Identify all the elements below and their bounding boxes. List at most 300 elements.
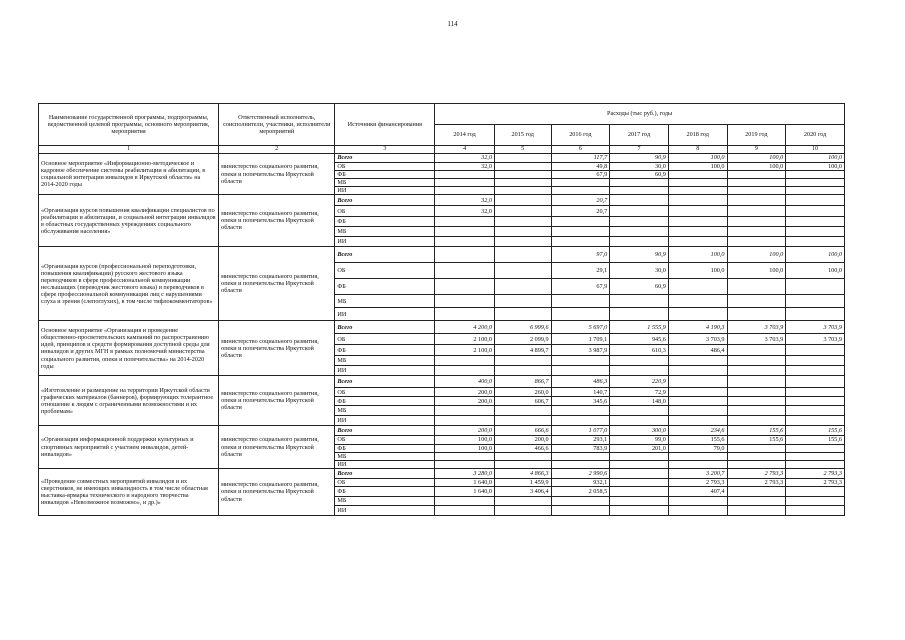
expense-value [727, 487, 786, 497]
expense-value [786, 356, 845, 366]
expense-value [435, 217, 495, 227]
header-year: 2019 год [727, 125, 786, 146]
expense-value [435, 366, 495, 376]
expense-value [786, 366, 845, 376]
funding-source: Всего [335, 321, 435, 334]
expense-value: 67,9 [551, 279, 610, 295]
expense-value [435, 179, 495, 187]
header-year: 2016 год [551, 125, 610, 146]
expense-value: 1 709,1 [551, 334, 610, 345]
expense-value [610, 366, 669, 376]
expense-value: 155,6 [786, 426, 845, 436]
expense-value: 932,1 [551, 478, 610, 486]
expense-value [727, 345, 786, 356]
expense-value: 2 793,3 [786, 478, 845, 486]
budget-table [38, 103, 845, 516]
expense-value [727, 506, 786, 516]
expense-value [727, 187, 786, 195]
expense-value [610, 195, 669, 206]
funding-source: ФБ [335, 397, 435, 406]
expense-value [494, 279, 551, 295]
expense-value: 1 077,0 [551, 426, 610, 436]
expense-value: 100,0 [727, 153, 786, 162]
expense-value [668, 217, 727, 227]
expense-value [668, 308, 727, 321]
expense-value [435, 263, 495, 279]
expense-value [668, 179, 727, 187]
expense-value: 67,9 [551, 171, 610, 179]
expense-value: 4 200,0 [435, 321, 495, 334]
expense-value: 606,7 [494, 397, 551, 406]
expense-value [494, 217, 551, 227]
expense-value [551, 356, 610, 366]
expense-value [494, 237, 551, 247]
column-number: 6 [551, 146, 610, 154]
expense-value: 99,0 [610, 436, 669, 444]
expense-value: 100,0 [435, 436, 495, 444]
expense-value [494, 247, 551, 263]
expense-value [551, 452, 610, 460]
expense-value [435, 227, 495, 237]
expense-value [668, 195, 727, 206]
expense-value: 100,0 [727, 247, 786, 263]
expense-value: 200,0 [435, 388, 495, 397]
expense-value [551, 227, 610, 237]
expense-value: 1 555,9 [610, 321, 669, 334]
expense-value: 3 703,9 [668, 334, 727, 345]
expense-value: 60,9 [610, 279, 669, 295]
expense-value [610, 237, 669, 247]
expense-value [551, 460, 610, 468]
expense-value: 3 406,4 [494, 487, 551, 497]
expense-value: 783,9 [551, 444, 610, 452]
expense-value: 90,9 [610, 153, 669, 162]
expense-value [610, 406, 669, 416]
expense-value [786, 171, 845, 179]
column-number: 9 [727, 146, 786, 154]
expense-value [786, 452, 845, 460]
funding-source: МБ [335, 227, 435, 237]
expense-value [786, 497, 845, 506]
expense-value: 201,0 [610, 444, 669, 452]
expense-value [727, 452, 786, 460]
funding-source: МБ [335, 406, 435, 416]
funding-source: МБ [335, 497, 435, 506]
funding-source: Всего [335, 247, 435, 263]
expense-value: 155,6 [727, 426, 786, 436]
expense-value [435, 171, 495, 179]
column-number: 2 [219, 146, 335, 154]
expense-value: 4 190,3 [668, 321, 727, 334]
expense-value: 220,9 [610, 376, 669, 388]
expense-value: 345,6 [551, 397, 610, 406]
expense-value: 3 703,9 [727, 321, 786, 334]
expense-value: 140,7 [551, 388, 610, 397]
expense-value [551, 308, 610, 321]
expense-value [494, 227, 551, 237]
funding-source: МБ [335, 452, 435, 460]
expense-value: 200,0 [435, 397, 495, 406]
expense-value: 2 058,5 [551, 487, 610, 497]
expense-value [786, 345, 845, 356]
expense-value [786, 308, 845, 321]
expense-value [494, 195, 551, 206]
expense-value: 100,0 [786, 263, 845, 279]
expense-value: 486,3 [551, 376, 610, 388]
measure-name: «Организация курсов (профессиональной переподготовки, повышения квалификации) русского жестового языка переводчиков в сфере профессиональной коммуникации неслышащих (переводчик жестового языка) и переводчиков в сфере профессиональной коммуникации лиц с нарушениями слуха и зрения (слепоглухих), в том числе тифлокомментаторов» [39, 247, 219, 321]
header-executor: Ответственный исполнитель, соисполнители, участники, исполнители мероприятий [219, 104, 335, 146]
header-expenses: Расходы (тыс руб.), годы [435, 104, 845, 125]
expense-value: 2 793,3 [727, 478, 786, 486]
expense-value [551, 497, 610, 506]
expense-value: 400,0 [435, 376, 495, 388]
expense-value [727, 416, 786, 426]
expense-value: 866,7 [494, 376, 551, 388]
expense-value [727, 406, 786, 416]
executor-name: министерство социального развития, опеки и попечительства Иркутской области [219, 153, 335, 195]
expense-value [668, 376, 727, 388]
expense-value: 79,0 [668, 444, 727, 452]
column-number: 10 [786, 146, 845, 154]
funding-source: МБ [335, 295, 435, 308]
expense-value [786, 187, 845, 195]
expense-value [786, 416, 845, 426]
expense-value: 6 999,6 [494, 321, 551, 334]
expense-value [494, 506, 551, 516]
expense-value [727, 179, 786, 187]
expense-value [668, 206, 727, 217]
expense-value [610, 308, 669, 321]
expense-value: 100,0 [668, 153, 727, 162]
executor-name: министерство социального развития, опеки и попечительства Иркутской области [219, 468, 335, 515]
expense-value [494, 187, 551, 195]
funding-source: ФБ [335, 345, 435, 356]
header-year: 2014 год [435, 125, 495, 146]
expense-value [668, 279, 727, 295]
expense-value: 100,0 [727, 263, 786, 279]
funding-source: ФБ [335, 217, 435, 227]
expense-value [727, 237, 786, 247]
funding-source: ФБ [335, 171, 435, 179]
expense-value [435, 356, 495, 366]
expense-value [435, 452, 495, 460]
expense-value [727, 366, 786, 376]
expense-value: 466,6 [494, 444, 551, 452]
expense-value [786, 279, 845, 295]
expense-value: 30,0 [610, 263, 669, 279]
expense-value [786, 397, 845, 406]
expense-value [727, 444, 786, 452]
expense-value [786, 295, 845, 308]
header-year: 2015 год [494, 125, 551, 146]
expense-value [727, 171, 786, 179]
expense-value [551, 187, 610, 195]
expense-value: 72,9 [610, 388, 669, 397]
expense-value [494, 206, 551, 217]
expense-value [727, 217, 786, 227]
expense-value [494, 162, 551, 170]
expense-value [435, 279, 495, 295]
expense-value: 148,0 [610, 397, 669, 406]
column-number: 3 [335, 146, 435, 154]
expense-value: 32,0 [435, 153, 495, 162]
expense-value [786, 227, 845, 237]
expense-value [494, 263, 551, 279]
expense-value [435, 187, 495, 195]
expense-value [610, 416, 669, 426]
expense-value: 32,0 [435, 195, 495, 206]
funding-source: Всего [335, 195, 435, 206]
expense-value: 100,0 [668, 247, 727, 263]
expense-value: 666,6 [494, 426, 551, 436]
funding-source: ОБ [335, 334, 435, 345]
expense-value [668, 406, 727, 416]
expense-value [551, 506, 610, 516]
table-row [39, 321, 845, 334]
header-year: 2018 год [668, 125, 727, 146]
expense-value [727, 227, 786, 237]
expense-value [610, 227, 669, 237]
expense-value [494, 295, 551, 308]
expense-value: 486,4 [668, 345, 727, 356]
expense-value [727, 497, 786, 506]
funding-source: ОБ [335, 478, 435, 486]
expense-value [668, 506, 727, 516]
expense-value [435, 460, 495, 468]
expense-value: 3 703,9 [786, 321, 845, 334]
expense-value [668, 237, 727, 247]
expense-value [668, 356, 727, 366]
expense-value: 60,9 [610, 171, 669, 179]
expense-value [610, 460, 669, 468]
funding-source: Всего [335, 426, 435, 436]
expense-value [786, 506, 845, 516]
expense-value [727, 295, 786, 308]
measure-name: «Изготовление и размещение на территории Иркутской области графических материалов (баннеров), формирующих толерантное отношение к людям с ограниченными возможностями и их проблемам» [39, 376, 219, 426]
expense-value [494, 406, 551, 416]
expense-value [668, 497, 727, 506]
expense-value: 20,7 [551, 206, 610, 217]
expense-value [727, 308, 786, 321]
expense-value [435, 247, 495, 263]
expense-value: 97,0 [551, 247, 610, 263]
funding-source: ФБ [335, 279, 435, 295]
expense-value [494, 460, 551, 468]
expense-value [668, 171, 727, 179]
expense-value: 300,0 [610, 426, 669, 436]
expense-value [551, 416, 610, 426]
expense-value [668, 416, 727, 426]
column-number: 8 [668, 146, 727, 154]
funding-source: ИИ [335, 187, 435, 195]
expense-value [494, 416, 551, 426]
expense-value [610, 452, 669, 460]
funding-source: МБ [335, 356, 435, 366]
expense-value [494, 366, 551, 376]
expense-value [786, 217, 845, 227]
expense-value: 2 100,0 [435, 345, 495, 356]
funding-source: Всего [335, 468, 435, 478]
expense-value [435, 237, 495, 247]
expense-value: 100,0 [786, 247, 845, 263]
expense-value [435, 308, 495, 321]
expense-value [551, 179, 610, 187]
funding-source: ФБ [335, 487, 435, 497]
expense-value: 29,1 [551, 263, 610, 279]
expense-value [494, 171, 551, 179]
expense-value [727, 376, 786, 388]
expense-value [610, 187, 669, 195]
funding-source: ОБ [335, 162, 435, 170]
expense-value [610, 295, 669, 308]
expense-value [786, 237, 845, 247]
expense-value: 2 793,3 [727, 468, 786, 478]
expense-value [786, 195, 845, 206]
expense-value [668, 187, 727, 195]
expense-value: 4 866,3 [494, 468, 551, 478]
column-number: 5 [494, 146, 551, 154]
expense-value: 200,0 [494, 436, 551, 444]
expense-value [610, 506, 669, 516]
header-year: 2020 год [786, 125, 845, 146]
expense-value: 155,6 [786, 436, 845, 444]
expense-value: 2 793,3 [668, 478, 727, 486]
expense-value: 407,4 [668, 487, 727, 497]
expense-value: 100,0 [668, 162, 727, 170]
expense-value [610, 487, 669, 497]
expense-value [727, 397, 786, 406]
measure-name: «Проведение совместных мероприятий инвалидов и их сверстников, не имеющих инвалидность в том числе областная выставка-ярмарка технического и народного творчества инвалидов «Невозможное возможно», и др.)» [39, 468, 219, 515]
expense-value: 260,0 [494, 388, 551, 397]
expense-value: 30,0 [610, 162, 669, 170]
expense-value [494, 308, 551, 321]
measure-name: Основное мероприятие «Информационно-методическое и кадровое обеспечение системы реабилитации и абилитации, в социальной интеграции инвалидов в Иркутской области» на 2014-2020 годы [39, 153, 219, 195]
expense-value: 1 640,0 [435, 478, 495, 486]
expense-value [610, 206, 669, 217]
column-number: 4 [435, 146, 495, 154]
funding-source: ИИ [335, 416, 435, 426]
expense-value [551, 295, 610, 308]
funding-source: ИИ [335, 366, 435, 376]
expense-value: 1 459,9 [494, 478, 551, 486]
funding-source: ИИ [335, 460, 435, 468]
funding-source: ОБ [335, 263, 435, 279]
expense-value [610, 497, 669, 506]
expense-value [727, 195, 786, 206]
funding-source: ИИ [335, 506, 435, 516]
expense-value: 117,7 [551, 153, 610, 162]
expense-value: 200,0 [435, 426, 495, 436]
column-number: 1 [39, 146, 219, 154]
measure-name: «Организация информационной поддержки культурных и спортивных мероприятий с участием инвалидов, детей-инвалидов» [39, 426, 219, 469]
expense-value [494, 356, 551, 366]
expense-value [668, 397, 727, 406]
expense-value: 2 793,3 [786, 468, 845, 478]
table-row [39, 195, 845, 206]
expense-value: 3 280,0 [435, 468, 495, 478]
table-row [39, 247, 845, 263]
expense-value [494, 179, 551, 187]
expense-value [551, 366, 610, 376]
expense-value [551, 406, 610, 416]
executor-name: министерство социального развития, опеки и попечительства Иркутской области [219, 195, 335, 247]
funding-source: ИИ [335, 308, 435, 321]
expense-value [786, 388, 845, 397]
expense-value: 3 703,9 [786, 334, 845, 345]
expense-value [610, 217, 669, 227]
expense-value: 100,0 [786, 162, 845, 170]
funding-source: Всего [335, 153, 435, 162]
funding-source: ОБ [335, 206, 435, 217]
expense-value [668, 460, 727, 468]
expense-value [435, 416, 495, 426]
funding-source: ОБ [335, 436, 435, 444]
expense-value: 1 640,0 [435, 487, 495, 497]
expense-value [435, 497, 495, 506]
expense-value [786, 444, 845, 452]
expense-value: 100,0 [668, 263, 727, 279]
expense-value [786, 206, 845, 217]
expense-value [610, 478, 669, 486]
expense-value [494, 153, 551, 162]
expense-value [727, 356, 786, 366]
expense-value: 20,7 [551, 195, 610, 206]
expense-value [668, 388, 727, 397]
expense-value [551, 217, 610, 227]
column-number: 7 [610, 146, 669, 154]
expense-value: 49,8 [551, 162, 610, 170]
executor-name: министерство социального развития, опеки и попечительства Иркутской области [219, 426, 335, 469]
expense-value [610, 179, 669, 187]
table-row [39, 426, 845, 436]
executor-name: министерство социального развития, опеки и попечительства Иркутской области [219, 247, 335, 321]
expense-value: 3 200,7 [668, 468, 727, 478]
measure-name: Основное мероприятие «Организация и проведение общественно-просветительских кампаний по распространению идей, принципов и средств формирования доступной среды для инвалидов и других МГН в рамках полномочий министерства социального развития, опеки и попечительства» на 2014-2020 годы [39, 321, 219, 376]
header-source: Источники финансирования [335, 104, 435, 146]
table-row [39, 153, 845, 162]
expense-value: 2 099,9 [494, 334, 551, 345]
header-year: 2017 год [610, 125, 669, 146]
page-number: 114 [447, 20, 458, 28]
expense-value [668, 295, 727, 308]
expense-value: 90,9 [610, 247, 669, 263]
expense-value: 2 990,6 [551, 468, 610, 478]
expense-value: 610,3 [610, 345, 669, 356]
expense-value: 945,6 [610, 334, 669, 345]
expense-value [494, 452, 551, 460]
expense-value: 100,0 [786, 153, 845, 162]
expense-value [668, 452, 727, 460]
expense-value [435, 295, 495, 308]
expense-value [786, 487, 845, 497]
funding-source: ИИ [335, 237, 435, 247]
expense-value [786, 376, 845, 388]
expense-value: 5 697,0 [551, 321, 610, 334]
expense-value [494, 497, 551, 506]
expense-value: 3 987,9 [551, 345, 610, 356]
expense-value [727, 388, 786, 397]
expense-value [435, 506, 495, 516]
table-row [39, 468, 845, 478]
expense-value [727, 460, 786, 468]
expense-value: 32,0 [435, 206, 495, 217]
expense-value: 155,6 [727, 436, 786, 444]
table-row [39, 376, 845, 388]
expense-value: 4 899,7 [494, 345, 551, 356]
expense-value [727, 279, 786, 295]
funding-source: МБ [335, 179, 435, 187]
expense-value [786, 406, 845, 416]
